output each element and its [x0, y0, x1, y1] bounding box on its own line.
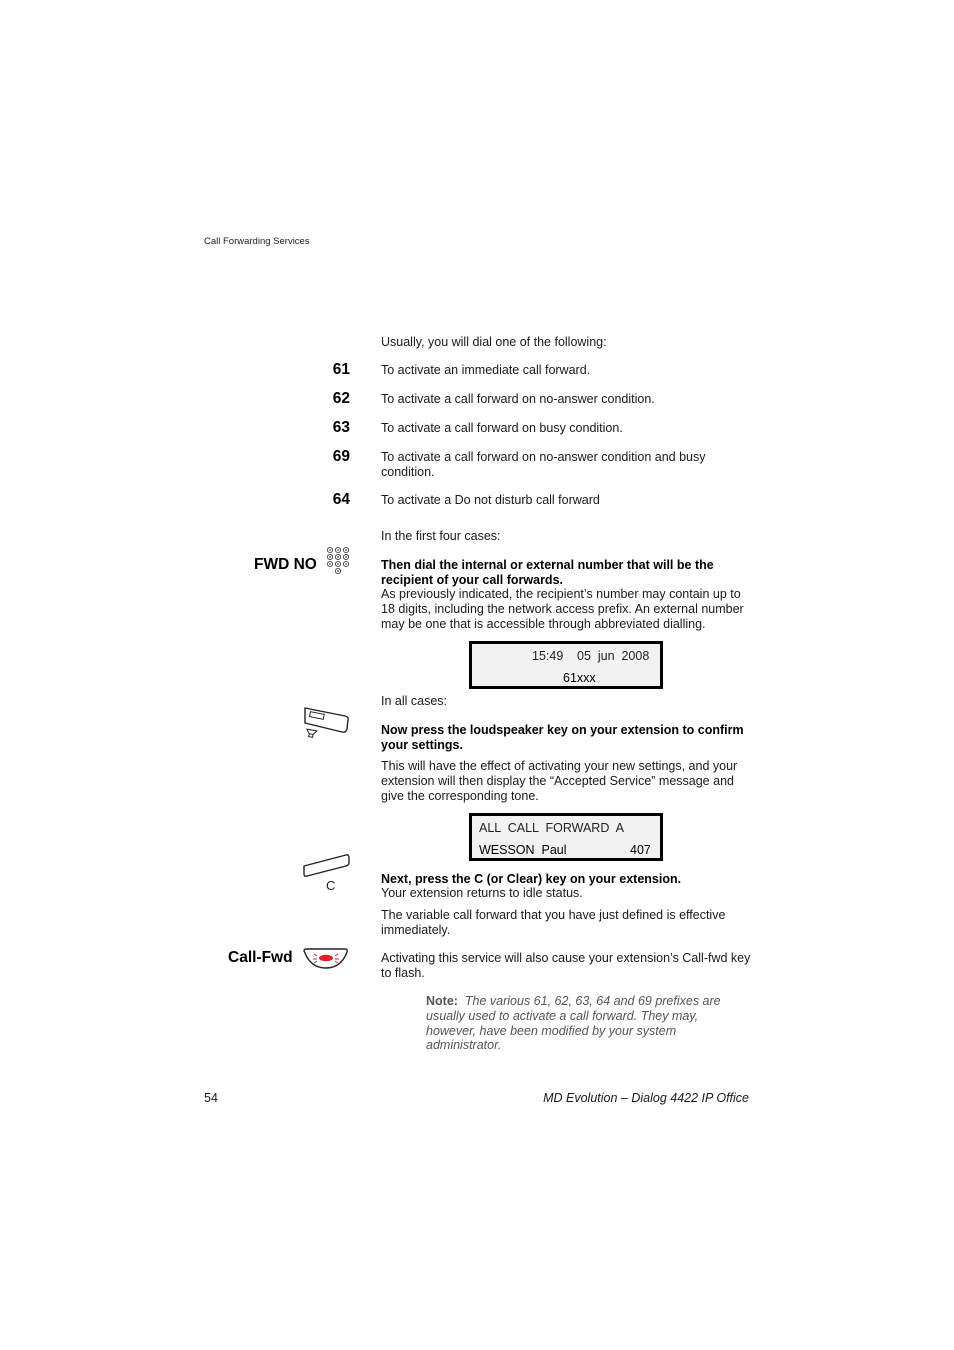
- code-63: 63: [332, 419, 350, 436]
- first-cases-text: In the first four cases:: [381, 529, 501, 543]
- code-64: 64: [332, 491, 350, 508]
- note-text: The various 61, 62, 63, 64 and 69 prefixes are usually used to activate a call forward. They may, however, have been modified by your system administrator.: [426, 994, 721, 1053]
- display-time: 15:49: [532, 649, 564, 663]
- display-date: 05 jun 2008: [577, 649, 650, 663]
- display-number: 61xxx: [563, 671, 596, 685]
- phone-display-2: [469, 813, 663, 861]
- code-63-text: To activate a call forward on busy condition.: [381, 421, 623, 435]
- section-header: Call Forwarding Services: [204, 236, 310, 247]
- code-69: 69: [332, 448, 350, 465]
- code-61-text: To activate an immediate call forward.: [381, 363, 591, 377]
- all-cases-text: In all cases:: [381, 694, 448, 708]
- code-61: 61: [332, 361, 350, 378]
- display-line1: ALL CALL FORWARD A: [479, 821, 624, 835]
- code-64-text: To activate a Do not disturb call forward: [381, 493, 600, 507]
- fwd-no-detail: As previously indicated, the recipient’s number may contain up to 18 digits, including the network access prefix. An external number may be one that is accessible through abbreviated dialling.: [381, 587, 744, 631]
- code-62-text: To activate a call forward on no-answer condition.: [381, 392, 655, 406]
- fwd-no-instruction: Then dial the internal or external number that will be the recipient of your call forwards.: [381, 558, 714, 587]
- callfwd-label: Call-Fwd: [228, 949, 293, 966]
- clear-instruction: Next, press the C (or Clear) key on your extension.: [381, 872, 682, 886]
- speaker-instruction: Now press the loudspeaker key on your extension to confirm your settings.: [381, 723, 744, 752]
- fwd-no-label: FWD NO: [254, 556, 317, 573]
- display-extension: 407: [630, 843, 651, 857]
- note-label: Note:: [426, 994, 458, 1008]
- speaker-detail: This will have the effect of activating your new settings, and your extension will then display the “Accepted Service” message and give the corresponding tone.: [381, 759, 738, 803]
- callfwd-text: Activating this service will also cause your extension’s Call-fwd key to flash.: [381, 951, 751, 980]
- loudspeaker-key-icon: [300, 702, 352, 746]
- keypad-icon: [325, 546, 351, 582]
- code-69-text: To activate a call forward on no-answer condition and busy condition.: [381, 450, 706, 479]
- intro-text: Usually, you will dial one of the following:: [381, 335, 607, 349]
- clear-effective: The variable call forward that you have just defined is effective immediately.: [381, 908, 726, 937]
- phone-display-1: [469, 641, 663, 689]
- footer-title: MD Evolution – Dialog 4422 IP Office: [543, 1091, 749, 1105]
- clear-detail: Your extension returns to idle status.: [381, 886, 583, 900]
- display-name: WESSON Paul: [479, 843, 567, 857]
- note: [426, 994, 751, 1053]
- clear-key-label: C: [326, 878, 336, 893]
- code-62: 62: [332, 390, 350, 407]
- page-number: 54: [204, 1091, 218, 1105]
- callfwd-key-icon: [301, 946, 351, 972]
